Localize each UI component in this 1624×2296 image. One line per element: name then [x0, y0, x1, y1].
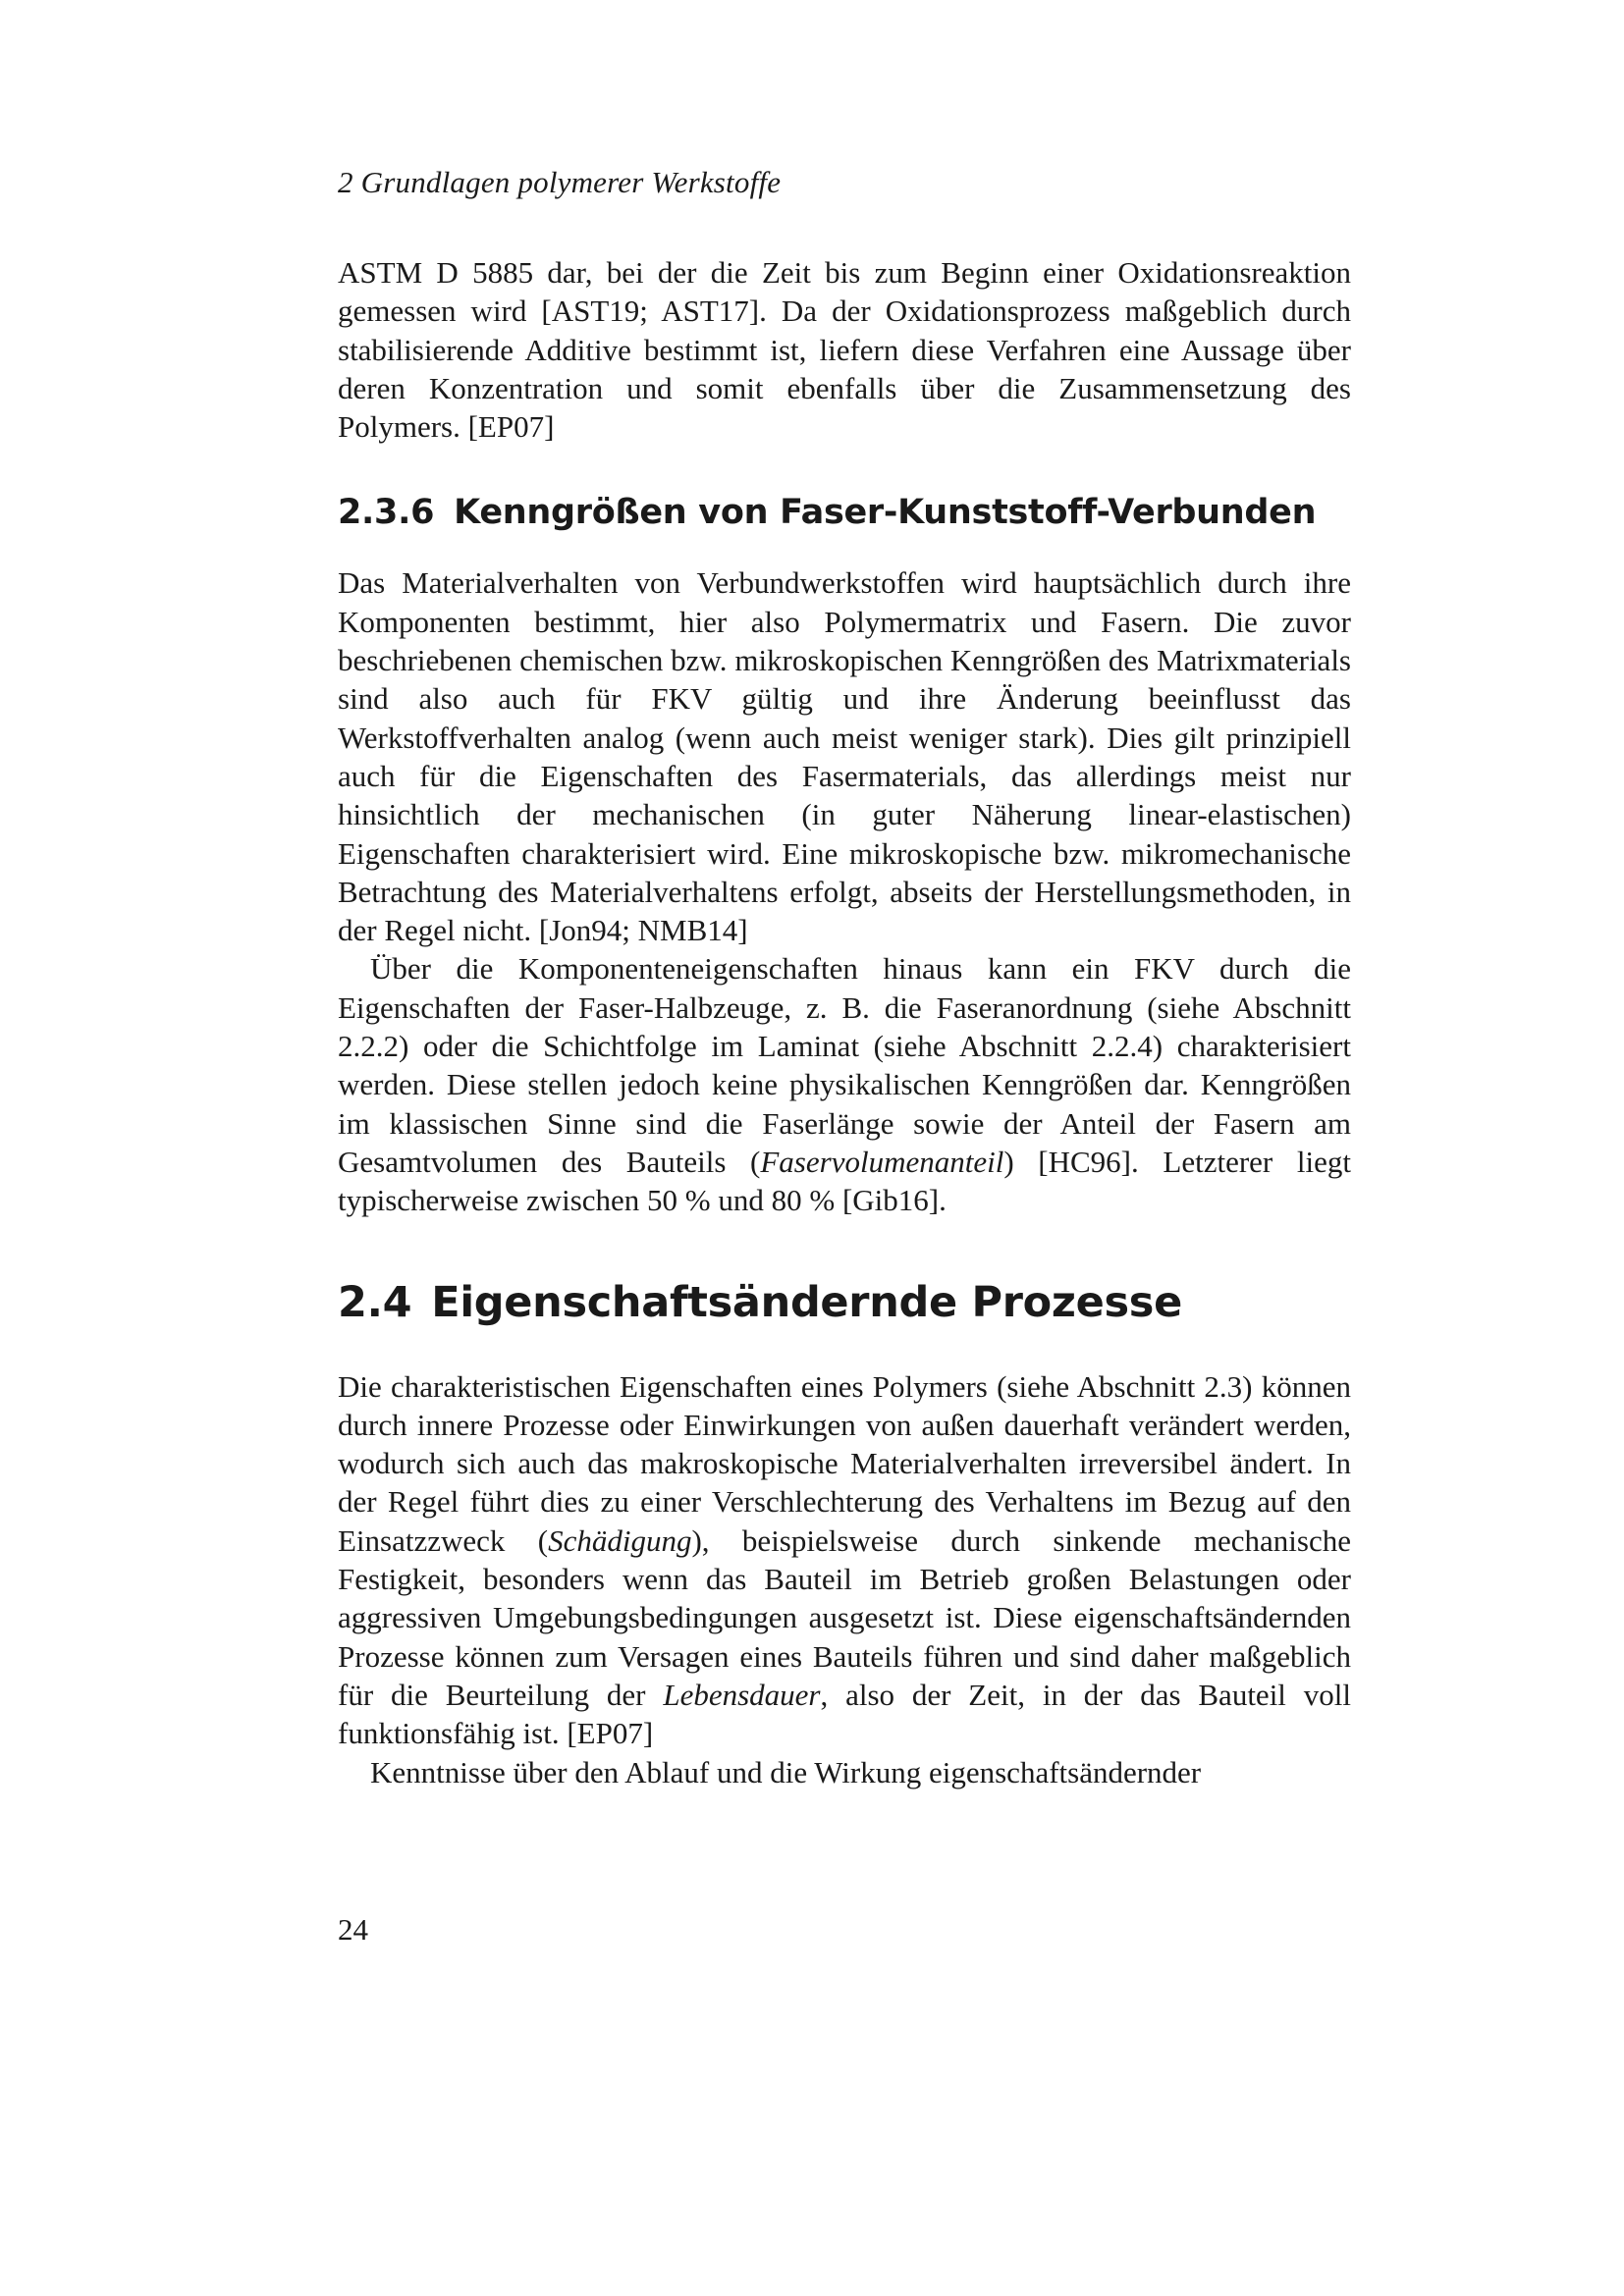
- emphasized-term: Lebensdauer: [663, 1677, 821, 1712]
- paragraph-text: , also der Zeit, in der das Bauteil voll funktionsfähig ist. [EP07]: [338, 1677, 1351, 1751]
- subsection-heading: [338, 491, 1351, 534]
- section-number: 2.4: [338, 1277, 412, 1327]
- emphasized-term: Faservolumenanteil: [760, 1144, 1004, 1179]
- paragraph-kenntnisse: Kenntnisse über den Ablauf und die Wirkung eigenschaftsändernder: [370, 1754, 1202, 1789]
- paragraph-eigenschaften-polymer: [338, 1367, 1351, 1753]
- paragraph-astm-oxidation: ASTM D 5885 dar, bei der die Zeit bis zum Beginn einer Oxidationsreaktion gemessen wird [AST19; AST17]. Da der Oxidationsprozess maßgeblich durch stabilisierende Additive bestimmt ist, liefern diese Verfahren eine Aussage über deren Konzentration und somit ebenfalls über die Zusammensetzung des Polymers. [EP07]: [338, 255, 1351, 445]
- subsection-number: 2.3.6: [338, 493, 435, 533]
- paragraph-text: Die charakteristischen Eigenschaften eines Polymers (siehe Abschnitt 2.3) können durch innere Prozesse oder Einwirkungen von außen dauerhaft verändert werden, wodurch sich auch das makroskopische Materialverhalten irreversibel ändert. In der Regel führt dies zu einer Verschlechterung des Verhaltens im Bezug auf den Einsatzzweck (: [338, 1368, 1351, 1558]
- section-title: Eigenschaftsändernde Prozesse: [431, 1277, 1182, 1327]
- paragraph-text: Über die Komponenteneigenschaften hinaus kann ein FKV durch die Eigenschaften der Faser-Halbzeuge, z. B. die Faseranordnung (siehe Abschnitt 2.2.2) oder die Schichtfolge im Laminat (siehe Abschnitt 2.2.4) charakterisiert werden. Diese stellen jedoch keine physikalischen Kenngrößen dar. Kenngrößen im klassischen Sinne sind die Faserlänge sowie der Anteil der Fasern am Gesamtvolumen des Bauteils (: [338, 951, 1351, 1179]
- paragraph-text: ) [HC96]. Letzterer liegt typischerweise zwischen 50 % und 80 % [Gib16].: [338, 1144, 1351, 1218]
- page-number: 24: [338, 1912, 368, 1947]
- subsection-title: Kenngrößen von Faser-Kunststoff-Verbunden: [454, 493, 1317, 533]
- running-header: 2 Grundlagen polymerer Werkstoffe: [338, 165, 782, 199]
- emphasized-term: Schädigung: [548, 1522, 692, 1558]
- section-heading: [338, 1277, 1351, 1328]
- page-content: [338, 253, 1351, 1791]
- paragraph-komponenteneigenschaften: [338, 949, 1351, 1219]
- paragraph-text: ), beispielsweise durch sinkende mechanische Festigkeit, besonders wenn das Bauteil im Betrieb großen Belastungen oder aggressiven Umgebungsbedingungen ausgesetzt ist. Diese eigenschaftsändernden Prozesse können zum Versagen eines Bauteils führen und sind daher maßgeblich für die Beurteilung der: [338, 1522, 1351, 1712]
- paragraph-materialverhalten: Das Materialverhalten von Verbundwerkstoffen wird hauptsächlich durch ihre Komponenten bestimmt, hier also Polymermatrix und Fasern. Die zuvor beschriebenen chemischen bzw. mikroskopischen Kenngrößen des Matrixmaterials sind also auch für FKV gültig und ihre Änderung beeinflusst das Werkstoffverhalten analog (wenn auch meist weniger stark). Dies gilt prinzipiell auch für die Eigenschaften des Fasermaterials, das allerdings meist nur hinsichtlich der mechanischen (in guter Näherung linear-elastischen) Eigenschaften charakterisiert wird. Eine mikroskopische bzw. mikromechanische Betrachtung des Materialverhaltens erfolgt, abseits der Herstellungsmethoden, in der Regel nicht. [Jon94; NMB14]: [338, 565, 1351, 948]
